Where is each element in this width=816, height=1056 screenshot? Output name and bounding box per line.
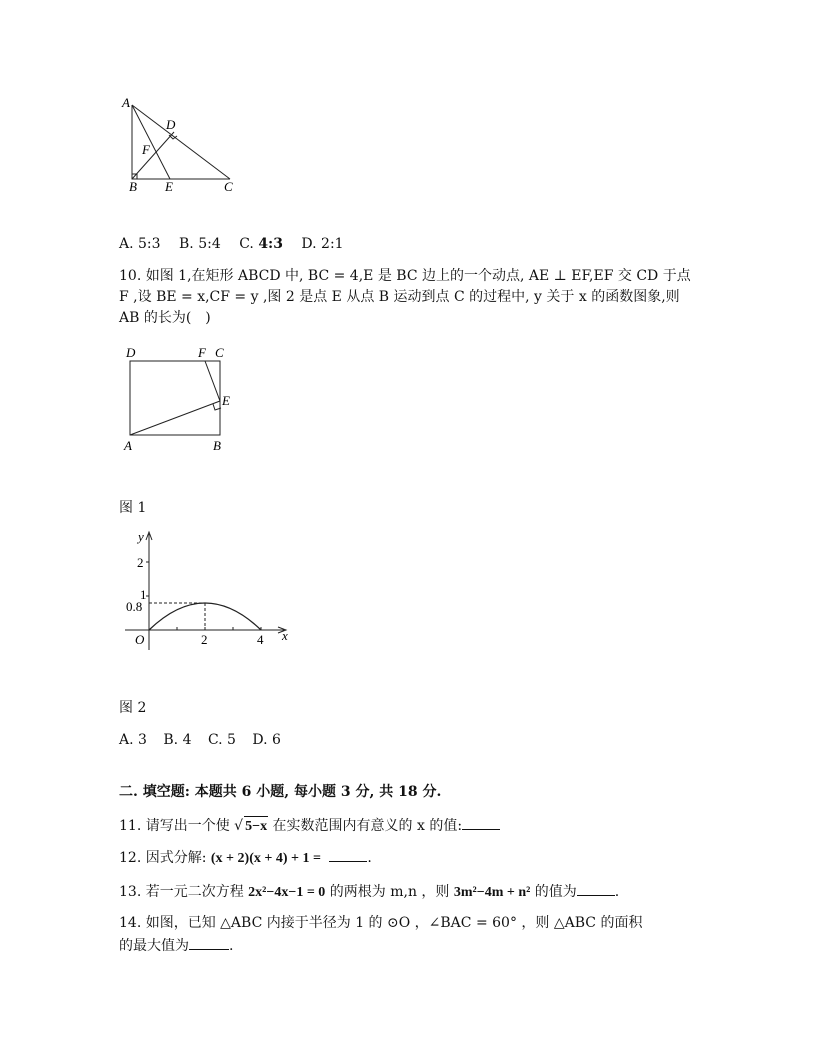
q11-answer-blank[interactable] [462,815,500,830]
figure1-label-d: D [166,117,176,132]
q9-options [119,234,344,254]
rect-label-c: C [215,345,224,360]
figure1-label-a: A [122,95,130,110]
function-graph [118,528,298,653]
q9-option-c: C. 4:3 [239,236,283,252]
graph-y-label: y [138,529,144,544]
sqrt-symbol: √ [234,818,244,834]
graph-x-tick-4: 4 [257,632,264,647]
q14-line-1: 14. 如图，已知 △ABC 内接于半径为 1 的 ⊙O ，∠BAC = 60° ，则 △ABC 的面积 [119,915,643,931]
graph-y-tick-0-8: 0.8 [126,599,143,614]
q10-options [119,730,281,750]
section-heading: 二. 填空题: 本题共 6 小题, 每小题 3 分, 共 18 分. [119,784,442,800]
rect-label-f: F [198,345,206,360]
q13-expression: 3m²−4m + n² [453,885,531,900]
q14-line-2 [119,935,233,956]
rect-label-a: A [124,438,132,453]
graph-y-tick-1: 1 [140,587,147,602]
q10-line-1: 10. 如图 1,在矩形 ABCD 中, BC = 4,E 是 BC 边上的一个动点, AE ⊥ EF,EF 交 CD 于点 [119,268,691,284]
q11-prefix: 11. 请写出一个使 [119,818,235,834]
figure1-caption: 图 1 [119,500,147,516]
graph-x-label: x [282,628,288,643]
q10-option-c: C. 5 [207,732,236,748]
q12-answer-blank[interactable] [329,847,367,862]
q10-option-a: A. 3 [119,732,147,748]
figure1-label-b: B [129,179,137,194]
q12 [119,847,372,869]
q13-middle: 的两根为 m,n ，则 [325,884,454,900]
graph-origin-label: O [135,632,145,647]
q10-line-3: AB 的长为( ) [119,310,211,326]
q12-expression: (x + 2)(x + 4) + 1 = [210,851,321,866]
q13-prefix: 13. 若一元二次方程 [119,884,249,900]
q13-end: . [614,884,620,900]
q13-equation: 2x²−4x−1 = 0 [248,885,326,900]
q12-prefix: 12. 因式分解: [119,850,211,866]
graph-x-tick-2: 2 [201,632,208,647]
rect-label-d: D [126,345,136,360]
q13-answer-blank[interactable] [577,881,615,896]
figure2-caption: 图 2 [119,700,147,716]
q10-line-2: F ,设 BE = x,CF = y ,图 2 是点 E 从点 B 运动到点 C 的过程中, y 关于 x 的函数图象,则 [119,289,680,305]
q14-line-2-prefix: 的最大值为 [119,938,189,954]
rect-label-b: B [213,438,221,453]
q12-suffix: . [367,850,372,866]
figure1-label-c: C [224,179,233,194]
q9-option-b: B. 5:4 [179,236,221,252]
figure1-label-e: E [165,179,173,194]
rect-label-e: E [222,393,230,408]
q14-end: . [229,938,234,954]
q10-option-b: B. 4 [163,732,192,748]
q10-option-d: D. 6 [252,732,281,748]
q11-radicand: 5−x [244,816,268,837]
q14-answer-blank[interactable] [189,935,229,950]
q11 [119,815,500,837]
q9-option-a: A. 5:3 [119,236,161,252]
figure1-label-f: F [142,142,150,157]
rectangle-figure [118,340,248,458]
q11-suffix: 在实数范围内有意义的 x 的值: [268,818,463,834]
graph-y-tick-2: 2 [137,555,144,570]
triangle-figure [118,95,248,195]
q13 [119,881,619,903]
q13-suffix: 的值为 [530,884,577,900]
q9-option-d: D. 2:1 [301,236,344,252]
